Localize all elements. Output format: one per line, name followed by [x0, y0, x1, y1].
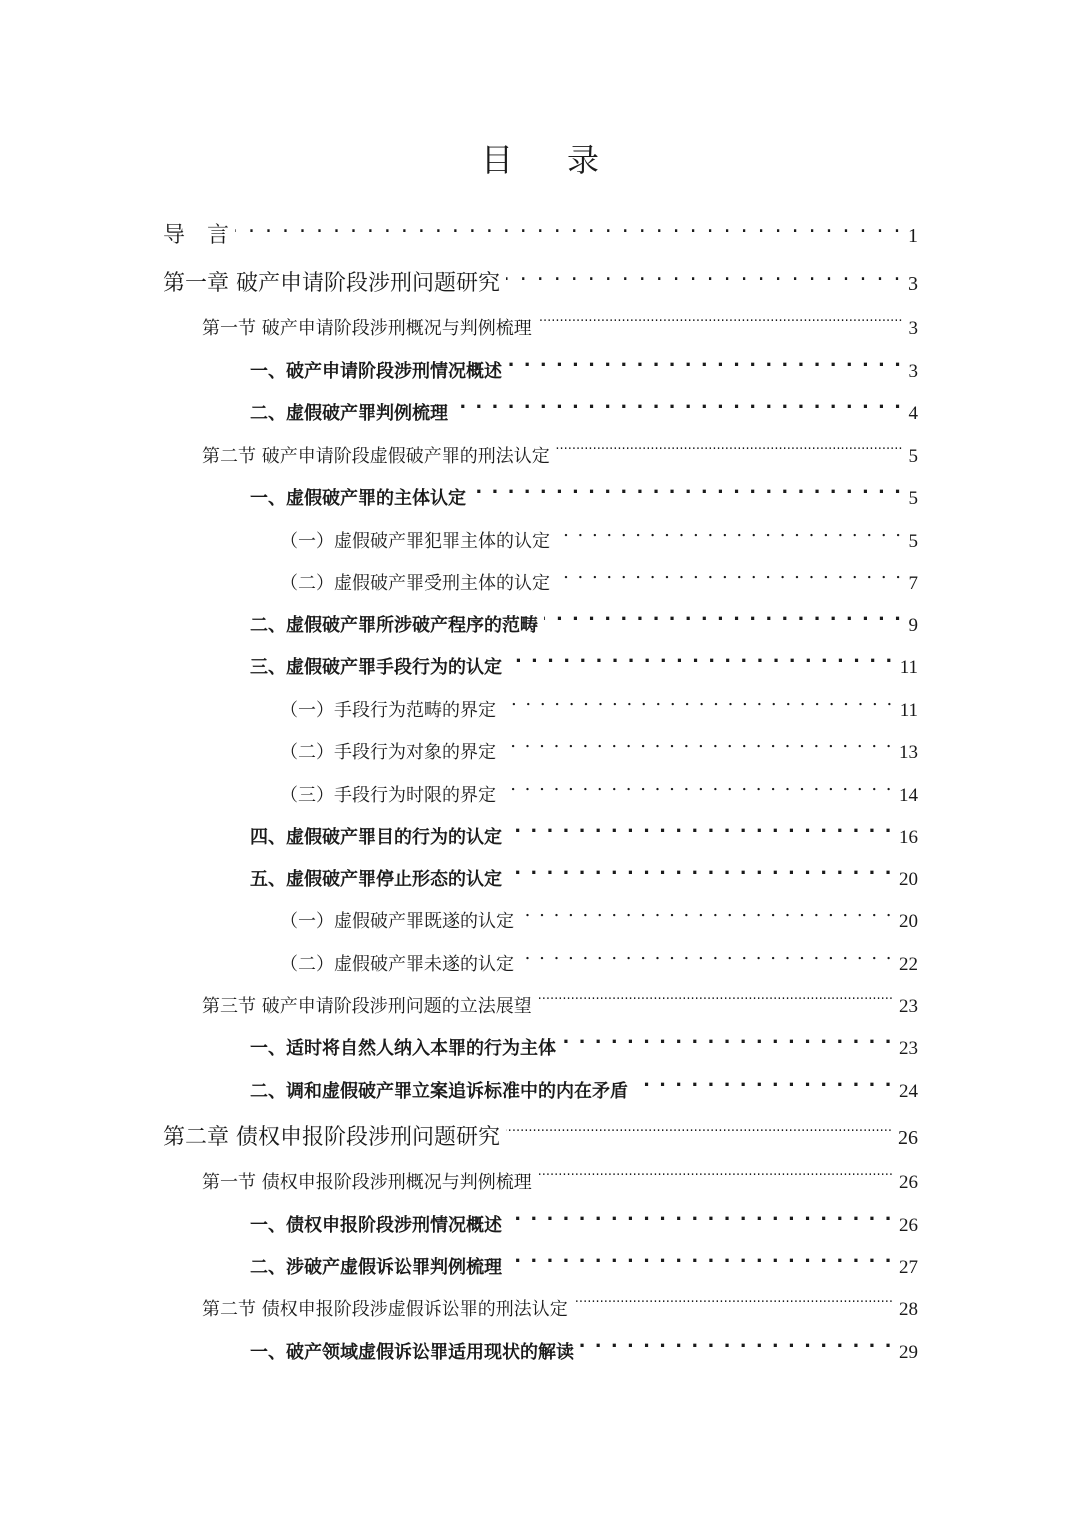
toc-entry-page: 3: [908, 361, 918, 382]
toc-entry-page: 13: [899, 742, 918, 763]
toc-entry-page: 23: [899, 996, 918, 1017]
toc-entry-page: 7: [908, 573, 918, 594]
toc-entry-ch1-s2-i1-sub-1[interactable]: [280, 527, 918, 557]
dot-leader: [508, 359, 903, 377]
toc-entry-page: 14: [899, 785, 918, 806]
toc-entry-label: （二）虚假破产罪受刑主体的认定: [280, 573, 550, 594]
toc-entry-label: 二、虚假破产罪判例梳理: [250, 403, 448, 424]
toc-entry-label: （二）手段行为对象的界定: [280, 742, 496, 763]
toc-entry-label: 一、适时将自然人纳入本罪的行为主体: [250, 1038, 556, 1059]
dot-leader: [506, 268, 902, 290]
toc-entry-page: 24: [899, 1081, 918, 1102]
toc-entry-label: （一）手段行为范畴的界定: [280, 700, 496, 721]
toc-entry-page: 26: [899, 1172, 918, 1193]
dot-leader: [506, 1122, 892, 1144]
toc-entry-ch1-s3-item-2[interactable]: [250, 1077, 918, 1107]
toc-entry-label: （二）虚假破产罪未遂的认定: [280, 954, 514, 975]
dot-leader: [556, 444, 903, 462]
toc-entry-label: 第一节 破产申请阶段涉刑概况与判例梳理: [202, 318, 532, 339]
toc-entry-label: 导 言: [163, 223, 230, 248]
toc-entry-page: 22: [899, 954, 918, 975]
toc-entry-label: 四、虚假破产罪目的行为的认定: [250, 827, 502, 848]
dot-leader: [508, 655, 894, 673]
toc-entry-label: 二、调和虚假破产罪立案追诉标准中的内在矛盾: [250, 1081, 628, 1102]
toc-entry-ch1-section-3[interactable]: [202, 992, 918, 1022]
toc-entry-label: 第一节 债权申报阶段涉刑概况与判例梳理: [202, 1172, 532, 1193]
toc-entry-page: 28: [899, 1299, 918, 1320]
dot-leader: [502, 698, 894, 716]
toc-entry-label: 一、债权申报阶段涉刑情况概述: [250, 1215, 502, 1236]
toc-entry-ch1-s3-item-1[interactable]: [250, 1034, 918, 1064]
dot-leader: [508, 867, 893, 885]
dot-leader: [520, 909, 893, 927]
dot-leader: [520, 952, 893, 970]
dot-leader: [508, 1255, 893, 1273]
toc-entry-label: 二、涉破产虚假诉讼罪判例梳理: [250, 1257, 502, 1278]
dot-leader: [580, 1340, 893, 1358]
dot-leader: [556, 529, 903, 547]
toc-entry-page: 9: [908, 615, 918, 636]
toc-entry-page: 5: [908, 488, 918, 509]
toc-entry-label: 五、虚假破产罪停止形态的认定: [250, 869, 502, 890]
toc-entry-label: 一、破产申请阶段涉刑情况概述: [250, 361, 502, 382]
toc-entry-chapter-2[interactable]: [163, 1122, 918, 1153]
toc-entry-ch1-s2-i3-sub-1[interactable]: [280, 696, 918, 726]
toc-entry-page: 11: [899, 657, 918, 678]
toc-entry-label: （一）虚假破产罪犯罪主体的认定: [280, 531, 550, 552]
dot-leader: [538, 1170, 893, 1188]
toc-entry-label: 二、虚假破产罪所涉破产程序的范畴: [250, 615, 538, 636]
toc-entry-ch2-section-1[interactable]: [202, 1168, 918, 1198]
toc-entry-page: 26: [898, 1127, 918, 1149]
toc-entry-label: 第二节 债权申报阶段涉虚假诉讼罪的刑法认定: [202, 1299, 568, 1320]
toc-entry-page: 4: [908, 403, 918, 424]
toc-entry-label: 第一章 破产申请阶段涉刑问题研究: [163, 271, 500, 296]
dot-leader: [454, 401, 903, 419]
toc-entry-page: 27: [899, 1257, 918, 1278]
dot-leader: [502, 783, 893, 801]
toc-entry-ch2-s2-item-1[interactable]: [250, 1338, 918, 1368]
toc-entry-ch1-s1-item-1[interactable]: [250, 357, 918, 387]
dot-leader: [556, 571, 903, 589]
dot-leader: [538, 316, 903, 334]
dot-leader: [538, 994, 893, 1012]
toc-entry-ch2-s1-item-2[interactable]: [250, 1253, 918, 1283]
toc-entry-page: 5: [908, 446, 918, 467]
toc-entry-page: 20: [899, 911, 918, 932]
dot-leader: [544, 613, 903, 631]
toc-entry-ch1-s2-item-1[interactable]: [250, 484, 918, 514]
dot-leader: [502, 740, 893, 758]
toc-entry-ch1-s2-item-4[interactable]: [250, 823, 918, 853]
toc-entry-introduction[interactable]: [163, 220, 918, 251]
toc-entry-page: 20: [899, 869, 918, 890]
toc-entry-ch1-s2-i5-sub-2[interactable]: [280, 950, 918, 980]
toc-entry-ch2-section-2[interactable]: [202, 1295, 918, 1325]
toc-entry-ch1-s2-item-3[interactable]: [250, 653, 918, 683]
toc-entry-ch1-s2-item-5[interactable]: [250, 865, 918, 895]
dot-leader: [634, 1079, 893, 1097]
toc-entry-ch1-s2-i1-sub-2[interactable]: [280, 569, 918, 599]
dot-leader: [508, 1213, 893, 1231]
toc-entry-label: 第三节 破产申请阶段涉刑问题的立法展望: [202, 996, 532, 1017]
toc-entry-ch1-s2-i3-sub-2[interactable]: [280, 738, 918, 768]
dot-leader: [472, 486, 903, 504]
toc-entry-label: 三、虚假破产罪手段行为的认定: [250, 657, 502, 678]
dot-leader: [508, 825, 893, 843]
toc-entry-page: 29: [899, 1342, 918, 1363]
toc-entry-page: 3: [908, 273, 918, 295]
toc-entry-label: 第二节 破产申请阶段虚假破产罪的刑法认定: [202, 446, 550, 467]
dot-leader: [574, 1297, 893, 1315]
toc-entry-label: （三）手段行为时限的界定: [280, 785, 496, 806]
toc-entry-label: 一、破产领域虚假诉讼罪适用现状的解读: [250, 1342, 574, 1363]
toc-entry-ch2-s1-item-1[interactable]: [250, 1211, 918, 1241]
toc-entry-ch1-section-1[interactable]: [202, 314, 918, 344]
toc-entry-chapter-1[interactable]: [163, 268, 918, 299]
dot-leader: [562, 1036, 893, 1054]
toc-entry-ch1-s2-item-2[interactable]: [250, 611, 918, 641]
toc-entry-label: 第二章 债权申报阶段涉刑问题研究: [163, 1125, 500, 1150]
toc-entry-label: （一）虚假破产罪既遂的认定: [280, 911, 514, 932]
toc-entry-page: 16: [899, 827, 918, 848]
toc-entry-page: 5: [908, 531, 918, 552]
toc-entry-ch1-s2-i5-sub-1[interactable]: [280, 907, 918, 937]
toc-entry-page: 3: [908, 318, 918, 339]
toc-entry-page: 1: [908, 225, 918, 247]
toc-entry-ch1-section-2[interactable]: [202, 442, 918, 472]
toc-entry-label: 一、虚假破产罪的主体认定: [250, 488, 466, 509]
dot-leader: [235, 220, 902, 242]
toc-entry-ch1-s1-item-2[interactable]: [250, 399, 918, 429]
toc-entry-page: 26: [899, 1215, 918, 1236]
toc-entry-page: 23: [899, 1038, 918, 1059]
toc-entry-page: 11: [899, 700, 918, 721]
page-title: 目录: [480, 141, 653, 179]
toc-entry-ch1-s2-i3-sub-3[interactable]: [280, 781, 918, 811]
